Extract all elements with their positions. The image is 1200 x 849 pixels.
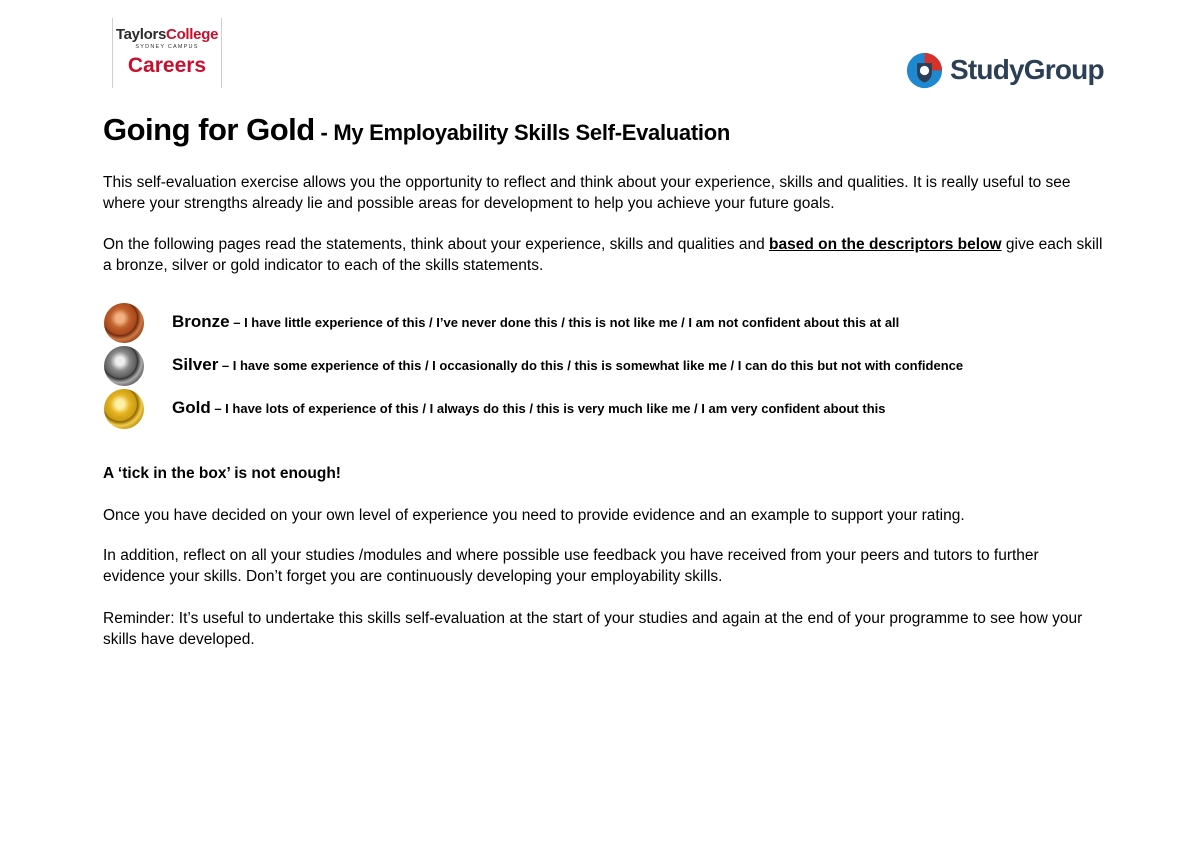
silver-medal-icon — [104, 346, 144, 386]
campus-label: SYDNEY CAMPUS — [135, 44, 199, 50]
tick-note: A ‘tick in the box’ is not enough! — [103, 465, 341, 482]
taylors-college-careers-logo — [112, 18, 222, 88]
level-name: Gold — [172, 398, 211, 417]
gold-descriptor — [172, 398, 885, 418]
studygroup-mark-icon — [906, 52, 943, 89]
instructions-paragraph: On the following pages read the statements, think about your experience, skills and qualities and based on the descriptors below give each skill a bronze, silver or gold indicator to each of the skills statements. — [103, 236, 1103, 274]
level-description: – I have some experience of this / I occasionally do this / this is somewhat like me / I can do this but not with confidence — [218, 358, 964, 373]
reminder-paragraph: Reminder: It’s useful to undertake this skills self-evaluation at the start of your studies and again at the end of your programme to see how your skills have developed. — [103, 610, 1083, 648]
reflect-paragraph: In addition, reflect on all your studies /modules and where possible use feedback you have received from your peers and tutors to further evidence your skills. Don’t forget you are continuously developing your employability skills. — [103, 547, 1039, 585]
evidence-paragraph: Once you have decided on your own level of experience you need to provide evidence and an example to support your rating. — [103, 507, 965, 524]
title-sub: - My Employability Skills Self-Evaluation — [314, 120, 730, 145]
level-name: Silver — [172, 355, 219, 374]
bronze-descriptor — [172, 312, 899, 332]
descriptors-link[interactable]: based on the descriptors below — [769, 236, 1002, 253]
title-main: Going for Gold — [103, 112, 315, 147]
careers-label: Careers — [127, 54, 207, 77]
level-description: – I have lots of experience of this / I always do this / this is very much like me / I am very confident about this — [210, 401, 886, 416]
studygroup-logo — [906, 50, 1104, 90]
studygroup-wordmark: StudyGroup — [950, 54, 1104, 85]
page-title — [103, 112, 730, 148]
gold-medal-icon — [104, 389, 144, 429]
level-name: Bronze — [172, 312, 230, 331]
bronze-medal-icon — [104, 303, 144, 343]
intro-paragraph: This self-evaluation exercise allows you the opportunity to reflect and think about your experience, skills and qualities. It is really useful to see where your strengths already lie and possible areas for development to help you achieve your future goals. — [103, 174, 1071, 212]
silver-descriptor — [172, 355, 963, 375]
level-description: – I have little experience of this / I’ve never done this / this is not like me / I am not confident about this at all — [229, 315, 900, 330]
taylors-college-wordmark: TaylorsCollege — [115, 26, 219, 43]
